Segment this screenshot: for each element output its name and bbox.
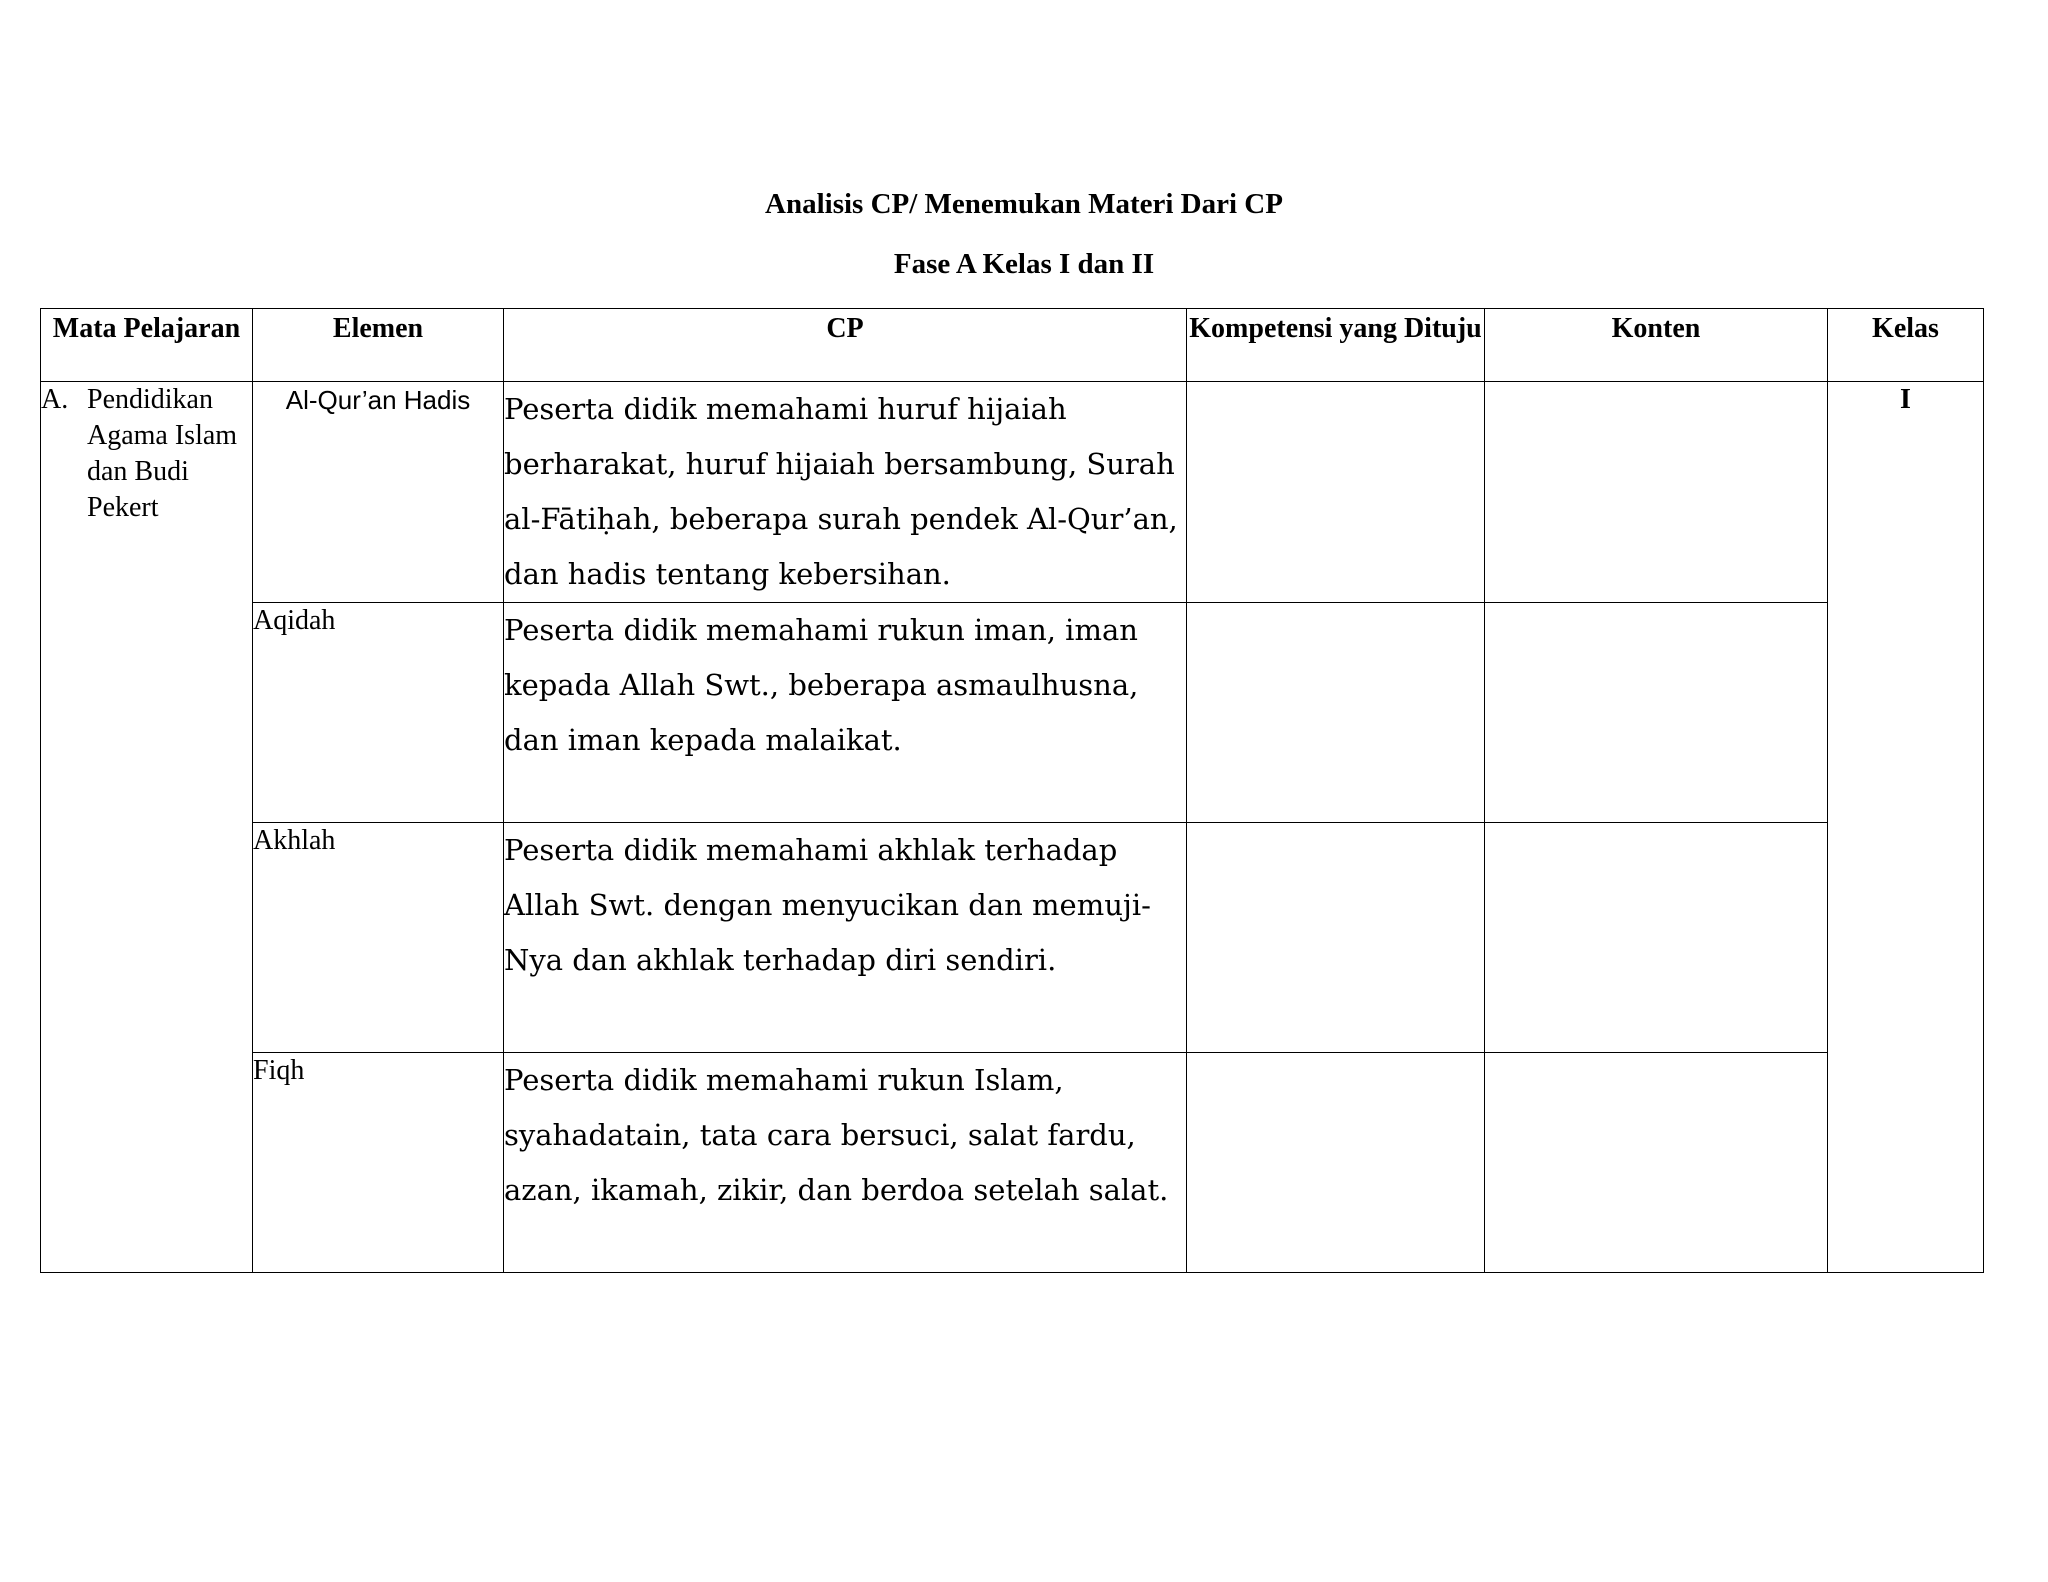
cp-cell: Peserta didik memahami rukun Islam, syahadatain, tata cara bersuci, salat fardu, azan, ikamah, zikir, dan berdoa setelah salat. bbox=[504, 1053, 1187, 1273]
document-subtitle: Fase A Kelas I dan II bbox=[893, 248, 1155, 280]
elemen-cell: Akhlah bbox=[253, 823, 504, 1053]
table-row bbox=[41, 823, 1984, 1053]
table-row bbox=[41, 603, 1984, 823]
header-konten: Konten bbox=[1485, 309, 1828, 382]
subject-list-marker: A. bbox=[41, 384, 69, 415]
kompetensi-cell bbox=[1187, 603, 1485, 823]
elemen-cell: Fiqh bbox=[253, 1053, 504, 1273]
kompetensi-cell bbox=[1187, 382, 1485, 603]
subject-name: Pendidikan Agama Islam dan Budi Pekert bbox=[87, 384, 238, 523]
header-kompetensi: Kompetensi yang Dituju bbox=[1187, 309, 1485, 382]
table-row bbox=[41, 1053, 1984, 1273]
header-kelas: Kelas bbox=[1828, 309, 1984, 382]
header-cp: CP bbox=[504, 309, 1187, 382]
table-header-row bbox=[41, 309, 1984, 382]
elemen-cell: Aqidah bbox=[253, 603, 504, 823]
cp-cell: Peserta didik memahami huruf hijaiah berharakat, huruf hijaiah bersambung, Surah al-Fātiḥah, beberapa surah pendek Al-Qur’an, dan hadis tentang kebersihan. bbox=[504, 382, 1187, 603]
cp-cell: Peserta didik memahami rukun iman, iman kepada Allah Swt., beberapa asmaulhusna, dan iman kepada malaikat. bbox=[504, 603, 1187, 823]
kelas-cell: I bbox=[1828, 382, 1984, 1273]
cp-cell: Peserta didik memahami akhlak terhadap Allah Swt. dengan menyucikan dan memuji-Nya dan akhlak terhadap diri sendiri. bbox=[504, 823, 1187, 1053]
konten-cell bbox=[1485, 382, 1828, 603]
konten-cell bbox=[1485, 1053, 1828, 1273]
document-title: Analisis CP/ Menemukan Materi Dari CP bbox=[765, 188, 1283, 220]
kompetensi-cell bbox=[1187, 1053, 1485, 1273]
konten-cell bbox=[1485, 603, 1828, 823]
table-row bbox=[41, 382, 1984, 603]
cp-analysis-table bbox=[40, 308, 1984, 1273]
header-mata-pelajaran: Mata Pelajaran bbox=[41, 309, 253, 382]
elemen-cell: Al-Qur’an Hadis bbox=[253, 382, 504, 603]
kompetensi-cell bbox=[1187, 823, 1485, 1053]
header-elemen: Elemen bbox=[253, 309, 504, 382]
konten-cell bbox=[1485, 823, 1828, 1053]
subject-cell bbox=[41, 382, 253, 1273]
